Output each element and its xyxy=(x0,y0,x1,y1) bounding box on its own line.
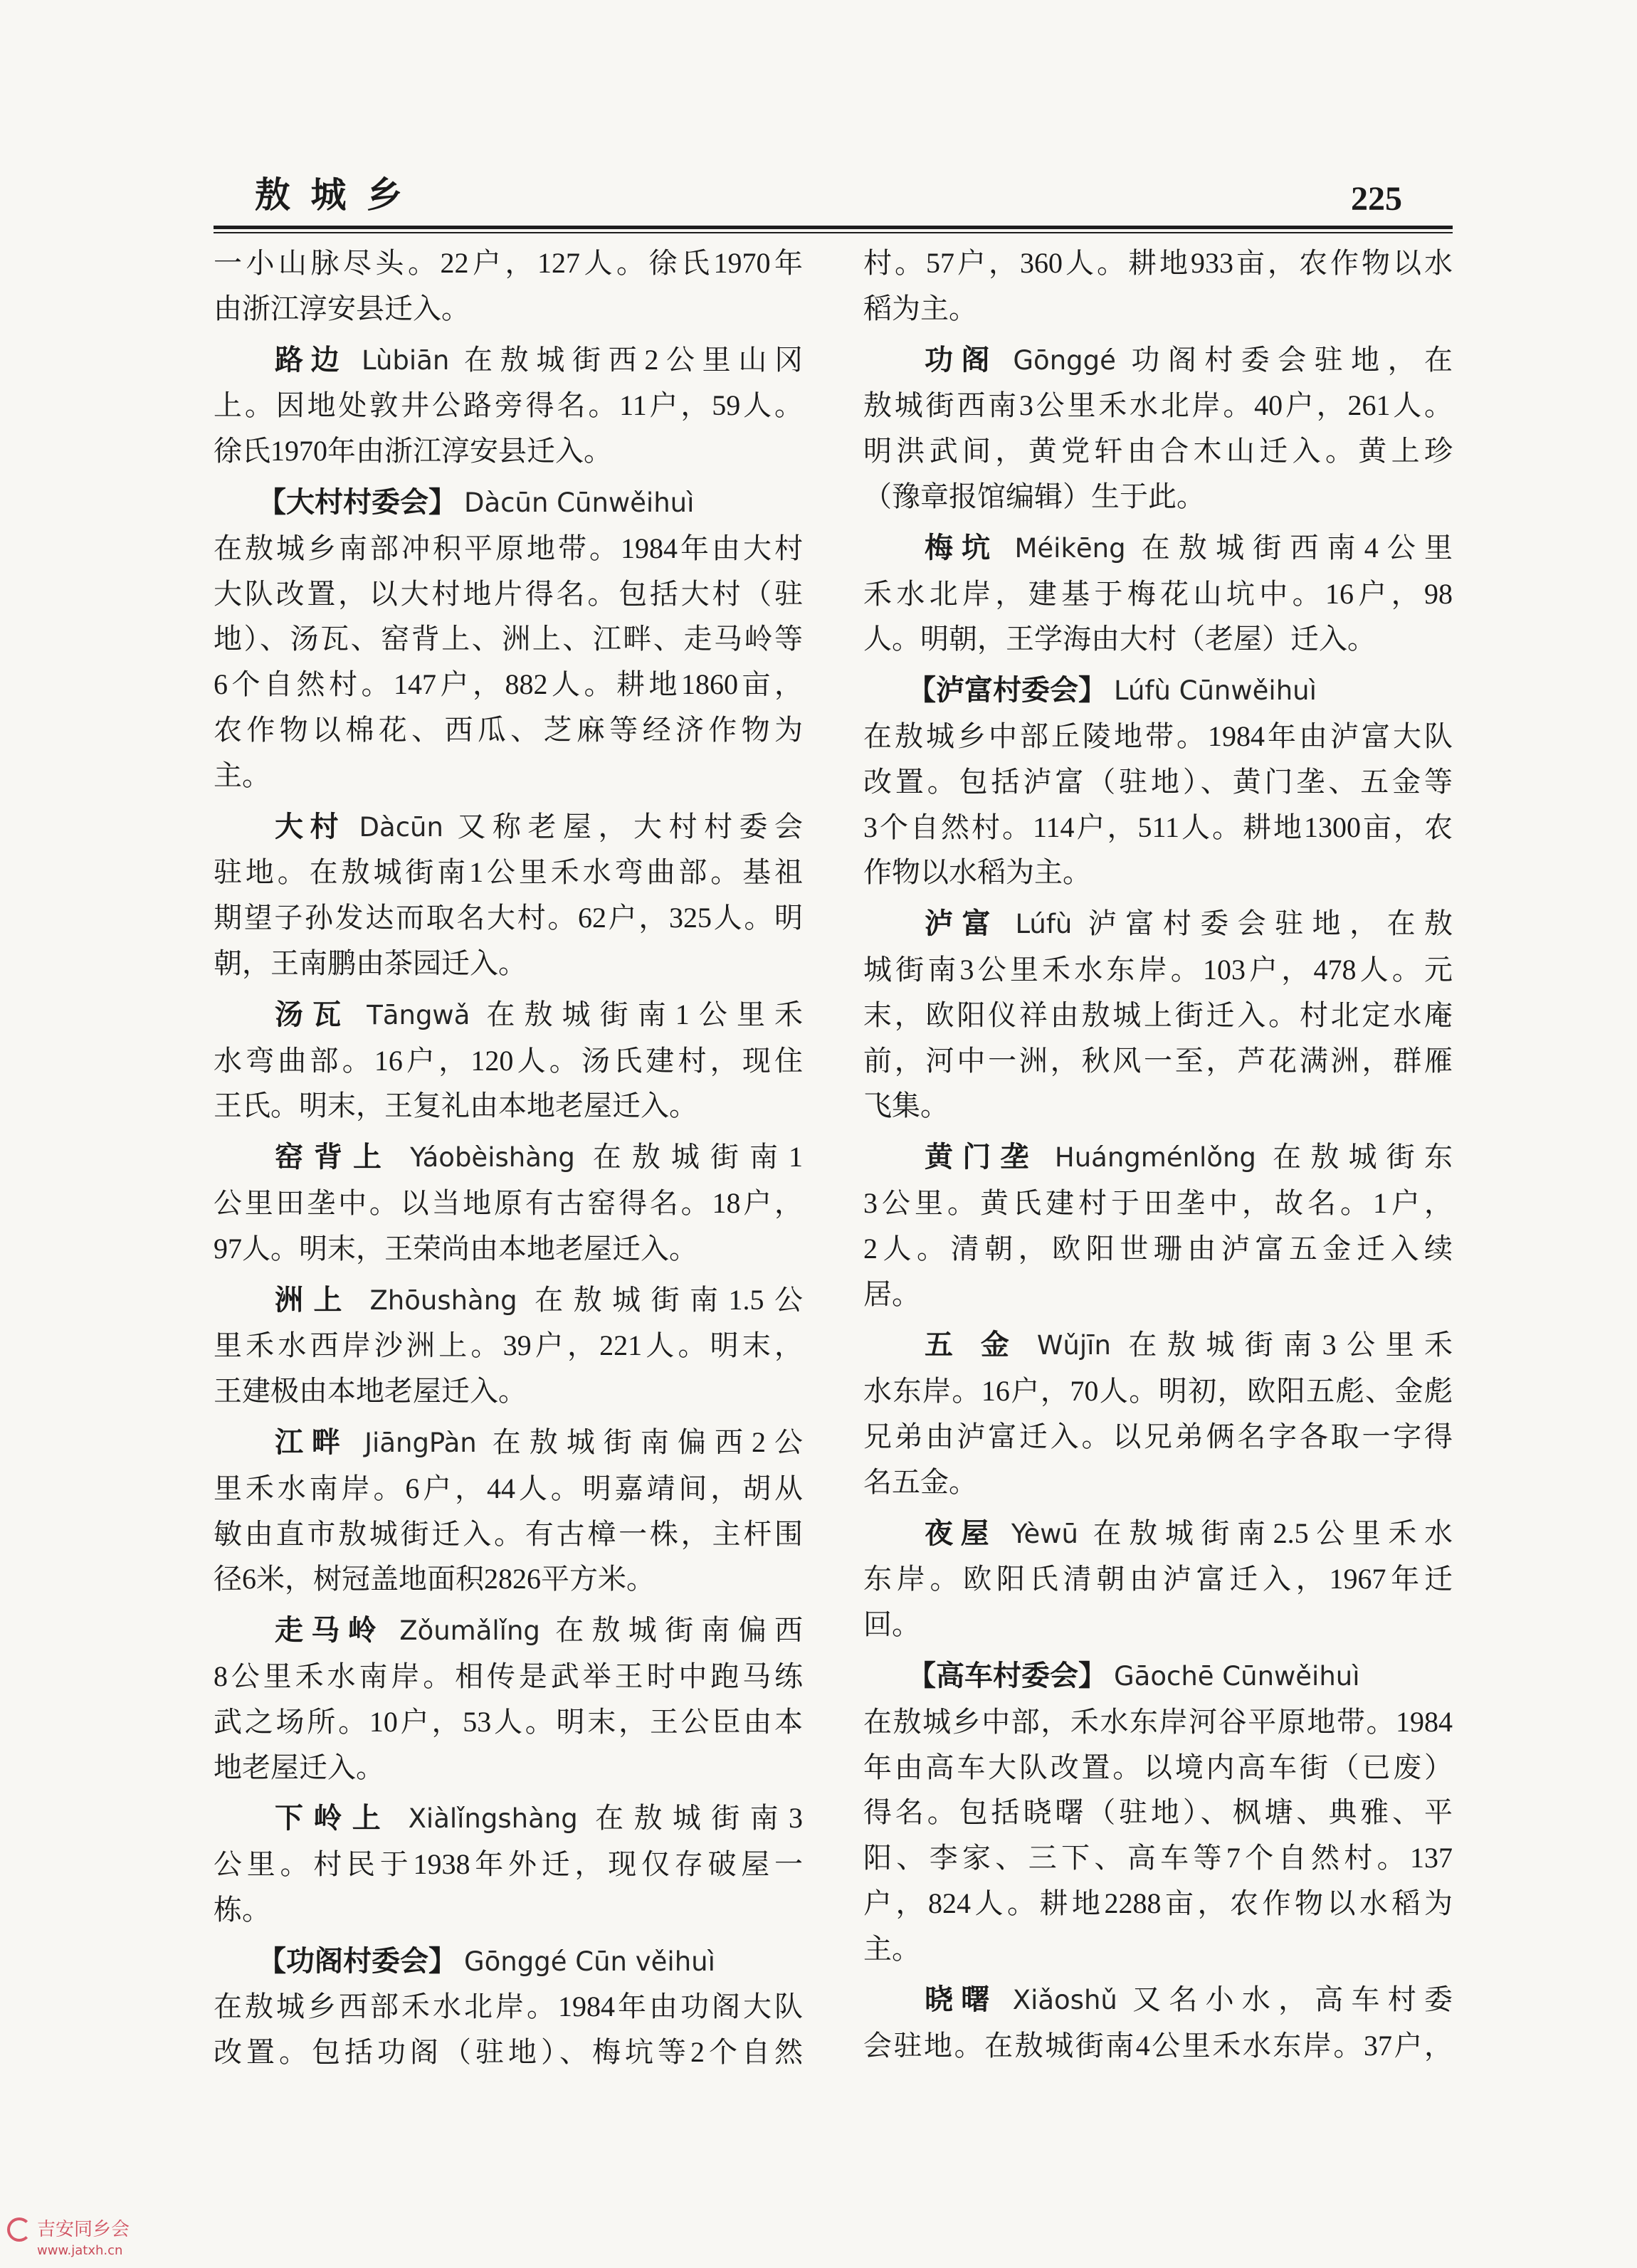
entry-first-line xyxy=(214,1795,803,1842)
entry-pinyin: Xiàlǐngshàng xyxy=(408,1803,578,1835)
text-line: 徐氏1970年由浙江淳安县迁入。 xyxy=(214,435,612,468)
entry-first-line xyxy=(863,1511,1453,1557)
text-line: 上。因地处敦井公路旁得名。11户，59人。 xyxy=(214,389,803,422)
entry-headword: 路边 xyxy=(275,343,347,376)
section-heading: 【高车村委会】 xyxy=(907,1659,1107,1692)
text-line: 稻为主。 xyxy=(863,292,977,325)
entry-first-line xyxy=(863,525,1453,571)
entry-paragraph xyxy=(863,337,1453,519)
text-line: 改置。包括功阁（驻地）、梅坑等2个自然 xyxy=(214,2036,803,2069)
entry-paragraph xyxy=(863,1511,1453,1647)
text-line: 作物以水稻为主。 xyxy=(863,856,1091,889)
text-line: 敖城街西南3公里禾水北岸。40户，261人。 xyxy=(863,389,1453,422)
text-line: 水弯曲部。16户，120人。汤氏建村，现住 xyxy=(214,1044,803,1077)
entry-headword: 汤瓦 xyxy=(275,998,351,1030)
text-line: 前，河中一洲，秋风一至，芦花满洲，群雁 xyxy=(863,1044,1453,1077)
text-line: 径6米，树冠盖地面积2826平方米。 xyxy=(214,1563,655,1595)
text-line: 会驻地。在敖城街南4公里禾水东岸。37户， xyxy=(863,2030,1453,2062)
entry-paragraph xyxy=(214,337,803,474)
section-paragraph xyxy=(863,668,1453,895)
text-line: 3个自然村。114户，511人。耕地1300亩，农 xyxy=(863,811,1453,843)
entry-text: 在敖城街南1.5公 xyxy=(535,1283,804,1316)
left-column xyxy=(214,241,803,2075)
entry-paragraph xyxy=(214,804,803,986)
entry-pinyin: Lúfù xyxy=(1015,909,1073,940)
entry-first-line xyxy=(214,992,803,1038)
entry-first-line xyxy=(214,1134,803,1181)
page-number: 225 xyxy=(1351,180,1402,218)
text-line: 由浙江淳安县迁入。 xyxy=(214,292,470,325)
text-line: 水东岸。16户，70人。明初，欧阳五彪、金彪 xyxy=(863,1375,1453,1408)
entry-first-line xyxy=(214,1608,803,1654)
text-line: 改置。包括泸富（驻地）、黄门垄、五金等 xyxy=(863,765,1453,798)
entry-text: 在敖城街南1公里禾 xyxy=(486,998,804,1030)
section-pinyin: Gōnggé Cūn věihuì xyxy=(464,1946,715,1977)
right-column xyxy=(863,241,1453,2069)
text-line: 2人。清朝，欧阳世珊由泸富五金迁入续 xyxy=(863,1232,1453,1265)
entry-headword: 夜屋 xyxy=(925,1517,997,1549)
entry-pinyin: Yèwū xyxy=(1011,1518,1078,1549)
text-line: 户，824人。耕地2288亩，农作物以水稻为 xyxy=(863,1887,1453,1919)
text-line: 敏由直市敖城街迁入。有古樟一株，主杆围 xyxy=(214,1517,803,1550)
entry-paragraph xyxy=(214,1795,803,1932)
entry-text: 在敖城街西2公里山冈 xyxy=(464,343,804,376)
entry-text: 在敖城街南偏西2公 xyxy=(492,1425,804,1458)
entry-text: 在敖城街南偏西 xyxy=(555,1614,804,1647)
entry-headword: 大村 xyxy=(275,810,346,843)
entry-first-line xyxy=(863,1977,1453,2023)
text-line: 王建极由本地老屋迁入。 xyxy=(214,1375,527,1408)
entry-paragraph xyxy=(863,1322,1453,1504)
entry-first-line xyxy=(863,901,1453,947)
entry-text: 在敖城街南1 xyxy=(592,1141,803,1173)
entry-text: 在敖城街南2.5公里禾水 xyxy=(1093,1517,1453,1549)
entry-pinyin: Gōnggé xyxy=(1013,344,1116,376)
entry-pinyin: Zhōushàng xyxy=(369,1285,517,1316)
section-paragraph xyxy=(863,1653,1453,1972)
text-line: 明洪武间，黄党轩由合木山迁入。黄上珍 xyxy=(863,435,1453,468)
text-line: 公里田垄中。以当地原有古窑得名。18户， xyxy=(214,1186,803,1219)
section-paragraph xyxy=(214,480,803,798)
header-rule-thin xyxy=(214,232,1453,233)
paragraph xyxy=(214,241,803,332)
text-line: 在敖城乡南部冲积平原地带。1984年由大村 xyxy=(214,532,803,564)
text-line: 期望子孙发达而取名大村。62户，325人。明 xyxy=(214,902,803,934)
entry-text: 泸富村委会驻地，在敖 xyxy=(1088,907,1453,940)
text-line: 阳、李家、三下、高车等7个自然村。137 xyxy=(863,1842,1453,1874)
entry-headword: 窑背上 xyxy=(275,1141,393,1173)
entry-headword: 晓曙 xyxy=(925,1983,998,2016)
text-line: 武之场所。10户，53人。明末，王公臣由本 xyxy=(214,1705,803,1738)
section-heading-line xyxy=(863,668,1453,714)
text-line: 兄弟由泸富迁入。以兄弟俩名字各取一字得 xyxy=(863,1420,1453,1452)
text-line: 末，欧阳仪祥由敖城上街迁入。村北定水庵 xyxy=(863,998,1453,1031)
text-line: 居。 xyxy=(863,1277,920,1310)
text-line: 6个自然村。147户，882人。耕地1860亩， xyxy=(214,668,803,701)
section-pinyin: Lúfù Cūnwěihuì xyxy=(1114,675,1317,707)
entry-pinyin: Zǒumǎlǐng xyxy=(399,1615,540,1647)
section-pinyin: Gāochē Cūnwěihuì xyxy=(1114,1660,1360,1692)
section-heading-line xyxy=(214,1939,803,1985)
entry-paragraph xyxy=(863,901,1453,1129)
entry-headword: 下岭上 xyxy=(275,1802,391,1835)
entry-pinyin: Yáobèishàng xyxy=(410,1142,575,1173)
section-heading-line xyxy=(863,1653,1453,1699)
entry-paragraph xyxy=(214,1608,803,1790)
text-line: 王氏。明末，王复礼由本地老屋迁入。 xyxy=(214,1090,698,1122)
entry-pinyin: Lùbiān xyxy=(362,344,450,376)
text-line: 公里。村民于1938年外迁，现仅存破屋一 xyxy=(214,1848,803,1881)
entry-first-line xyxy=(214,804,803,850)
text-line: 得名。包括晓曙（驻地）、枫塘、典雅、平 xyxy=(863,1796,1453,1829)
entry-headword: 江畔 xyxy=(275,1425,349,1458)
entry-first-line xyxy=(863,337,1453,384)
entry-headword: 走马岭 xyxy=(275,1614,384,1647)
text-line: 一小山脉尽头。22户，127人。徐氏1970年 xyxy=(214,247,803,279)
entry-pinyin: Wǔjīn xyxy=(1036,1330,1111,1361)
entry-paragraph xyxy=(214,1420,803,1602)
entry-pinyin: Méikēng xyxy=(1014,532,1126,564)
text-line: 地老屋迁入。 xyxy=(214,1751,384,1783)
entry-headword: 黄门垄 xyxy=(925,1141,1038,1173)
text-line: 97人。明末，王荣尚由本地老屋迁入。 xyxy=(214,1232,698,1265)
text-line: 地）、汤瓦、窑背上、洲上、江畔、走马岭等 xyxy=(214,623,803,655)
entry-text: 在敖城街南3 xyxy=(595,1802,804,1835)
entry-first-line xyxy=(214,337,803,384)
header-rule-thick xyxy=(214,226,1453,229)
text-line: 回。 xyxy=(863,1608,920,1641)
entry-first-line xyxy=(214,1420,803,1466)
text-line: 8公里禾水南岸。相传是武举王时中跑马练 xyxy=(214,1660,803,1692)
text-line: 朝，王南鹏由茶园迁入。 xyxy=(214,946,527,979)
entry-pinyin: Huángménlǒng xyxy=(1054,1142,1256,1173)
watermark-name: 吉安同乡会 xyxy=(37,2219,130,2240)
text-line: 驻地。在敖城街南1公里禾水弯曲部。基祖 xyxy=(214,856,803,889)
entry-first-line xyxy=(863,1134,1453,1181)
text-line: 禾水北岸，建基于梅花山坑中。16户，98 xyxy=(863,577,1453,610)
text-line: 飞集。 xyxy=(863,1090,949,1122)
entry-headword: 泸富 xyxy=(925,907,999,940)
section-heading: 【大村村委会】 xyxy=(258,485,457,518)
entry-text: 在敖城街东 xyxy=(1273,1141,1453,1173)
entry-paragraph xyxy=(863,525,1453,662)
text-line: 名五金。 xyxy=(863,1465,977,1498)
entry-text: 功阁村委会驻地，在 xyxy=(1131,343,1453,376)
entry-text: 又称老屋，大村村委会 xyxy=(457,810,804,843)
text-line: 3公里。黄氏建村于田垄中，故名。1户， xyxy=(863,1186,1453,1219)
text-line: 主。 xyxy=(214,759,270,791)
text-line: 在敖城乡西部禾水北岸。1984年由功阁大队 xyxy=(214,1990,803,2023)
text-line: 村。57户，360人。耕地933亩，农作物以水 xyxy=(863,247,1453,279)
entry-first-line xyxy=(863,1322,1453,1368)
entry-headword: 功阁 xyxy=(925,343,998,376)
text-line: 里禾水南岸。6户，44人。明嘉靖间，胡从 xyxy=(214,1472,803,1504)
entry-text: 在敖城街南3公里禾 xyxy=(1128,1329,1453,1361)
entry-pinyin: Dàcūn xyxy=(359,811,443,843)
entry-paragraph xyxy=(863,1134,1453,1317)
entry-pinyin: Xiǎoshǔ xyxy=(1012,1985,1117,2016)
running-title: 敖 城 乡 xyxy=(255,175,408,215)
section-heading: 【功阁村委会】 xyxy=(258,1944,457,1977)
watermark-logo-icon xyxy=(7,2217,31,2242)
entry-paragraph xyxy=(214,992,803,1129)
text-line: 大队改置，以大村地片得名。包括大村（驻 xyxy=(214,577,803,610)
text-line: 主。 xyxy=(863,1932,920,1965)
text-line: 人。明朝，王学海由大村（老屋）迁入。 xyxy=(863,623,1376,655)
text-line: 农作物以棉花、西瓜、芝麻等经济作物为 xyxy=(214,713,803,746)
text-line: 在敖城乡中部，禾水东岸河谷平原地带。1984 xyxy=(863,1705,1453,1738)
entry-headword: 五 金 xyxy=(925,1329,1020,1361)
entry-text: 在敖城街西南4公里 xyxy=(1141,531,1453,564)
entry-pinyin: Tāngwǎ xyxy=(367,999,470,1030)
section-paragraph xyxy=(214,1939,803,2075)
text-line: 在敖城乡中部丘陵地带。1984年由泸富大队 xyxy=(863,719,1453,752)
entry-paragraph xyxy=(214,1134,803,1271)
entry-text: 又名小水，高车村委 xyxy=(1132,1983,1453,2016)
section-heading: 【泸富村委会】 xyxy=(907,674,1107,707)
entry-paragraph xyxy=(863,1977,1453,2069)
text-line: 年由高车大队改置。以境内高车街（已废） xyxy=(863,1751,1453,1783)
section-pinyin: Dàcūn Cūnwěihuì xyxy=(464,487,695,518)
text-line: 城街南3公里禾水东岸。103户，478人。元 xyxy=(863,953,1453,986)
entry-headword: 梅坑 xyxy=(925,531,999,564)
entry-pinyin: JiāngPàn xyxy=(364,1427,477,1458)
section-heading-line xyxy=(214,480,803,526)
text-line: 里禾水西岸沙洲上。39户，221人。明末， xyxy=(214,1329,803,1362)
entry-headword: 洲上 xyxy=(275,1283,352,1316)
watermark-url: www.jatxh.cn xyxy=(37,2243,123,2258)
site-watermark xyxy=(6,2213,177,2264)
text-line: 东岸。欧阳氏清朝由泸富迁入，1967年迁 xyxy=(863,1563,1453,1595)
entry-paragraph xyxy=(214,1277,803,1414)
paragraph xyxy=(863,241,1453,332)
entry-first-line xyxy=(214,1277,803,1324)
text-line: 栋。 xyxy=(214,1893,270,1926)
text-line: （豫章报馆编辑）生于此。 xyxy=(863,480,1205,512)
